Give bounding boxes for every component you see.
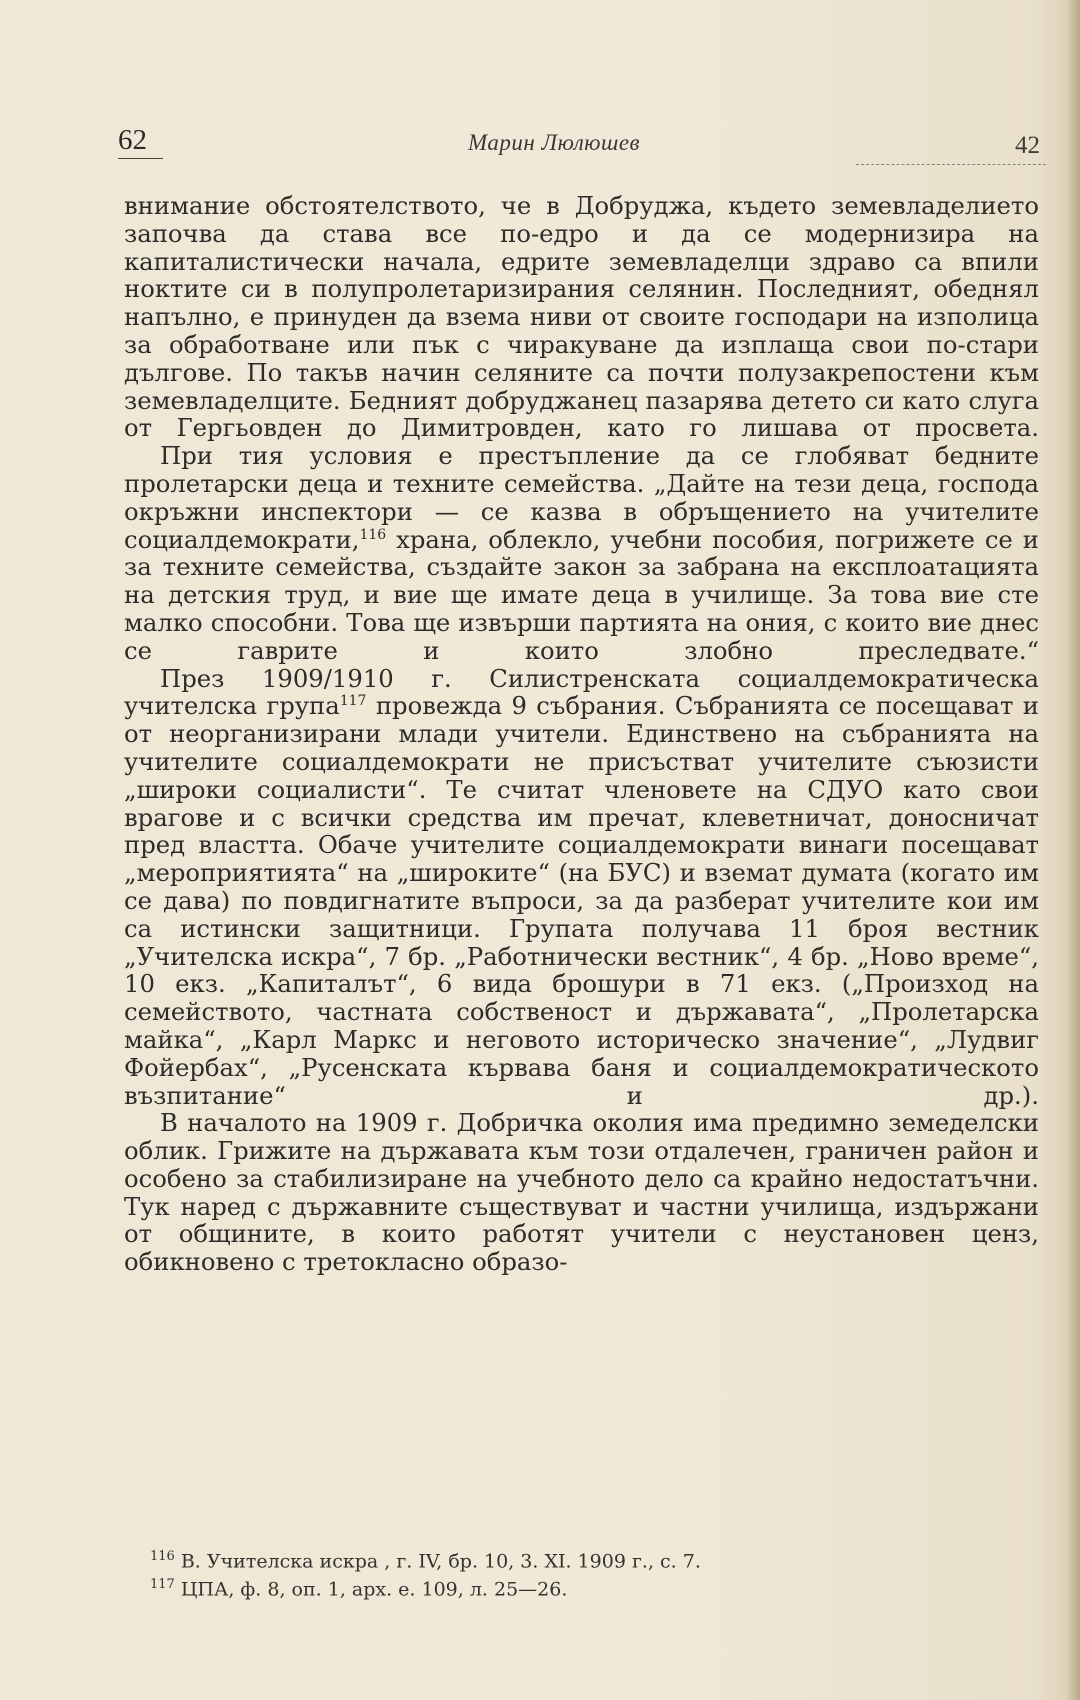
paragraph-2 — [124, 442, 1039, 664]
paragraph-3-text-b: провежда 9 събрания. Събранията се посещават и от неорганизирани млади учители. Единствено на събранията на учителите социалдемократи не присъстват учителите съюзисти „широки социалисти“. Те считат членовете на СДУО като свои врагове и с всички средства им пречат, клеветничат, доносничат пред властта. Обаче учителите социалдемократи винаги посещават „мероприятията“ на „широките“ (на БУС) и вземат думата (когато им се дава) по повдигнатите въпроси, за да разберат учителите кои им са истински защитници. Групата получава 11 броя вестник „Учителска искра“, 7 бр. „Работнически вестник“, 4 бр. „Ново време“, 10 екз. „Капиталът“, 6 вида брошури в 71 екз. („Произход на семейството, частната собственост и държавата“, „Пролетарска майка“, „Карл Маркс и неговото историческо значение“, „Лудвиг Фойербах“, „Русенската кървава баня и социалдемократическото възпитание“ и др.). — [124, 691, 1040, 1110]
page-number-left: 62 — [118, 124, 147, 156]
footnote-number: 116 — [150, 1549, 175, 1564]
footnote-ref-117[interactable]: 117 — [339, 693, 367, 710]
page-edge-shadow — [1066, 0, 1080, 1700]
body-text — [124, 192, 1039, 1276]
footnote-text: ЦПА, ф. 8, оп. 1, арх. е. 109, л. 25—26. — [180, 1578, 568, 1601]
paragraph-2-text-a: При тия условия е престъпление да се глобяват бедните пролетарски деца и техните семейства. „Дайте на тези деца, господа окръжни инспектори — се казва в обръщението на учителите социалдемократи, — [124, 441, 1039, 554]
page-number-right: 42 — [1015, 132, 1040, 159]
paragraph-3-text-a: През 1909/1910 г. Силистренската социалдемократическа учителска група — [124, 663, 1039, 721]
footnote-ref-116[interactable]: 116 — [359, 526, 387, 543]
footnote-number: 117 — [150, 1577, 175, 1593]
paragraph-3 — [124, 665, 1039, 1110]
footnote-text: В. Учителска искра , г. IV, бр. 10, 3. XI. 1909 г., с. 7. — [180, 1550, 701, 1573]
running-title: Марин Люлюшев — [468, 130, 641, 155]
header-underline — [118, 158, 163, 159]
footnote-116 — [150, 1545, 950, 1573]
page-header — [118, 118, 1040, 168]
footnotes — [150, 1545, 950, 1602]
paragraph-4: В началото на 1909 г. Добричка околия има предимно земеделски облик. Грижите на държавата към този отдалечен, граничен район и особено за стабилизиране на учебното дело са крайно недостатъчни. Тук наред с държавните съществуват и частни училища, издържани от общините, в които работят учители с неустановен ценз, обикновено с третокласно образо- — [124, 1108, 1039, 1277]
paragraph-2-text-b: храна, облекло, учебни пособия, погрижете се и за техните семейства, създайте закон за забрана на експлоатацията на детския труд, и вие ще имате деца в училище. За това вие сте малко способни. Това ще извърши партията на ония, с които вие днес се гаврите и които злобно преследвате.“ — [124, 524, 1039, 665]
paragraph-1: внимание обстоятелството, че в Добруджа, където земевладелието започва да става все по-едро и да се модернизира на капиталистически начала, едрите земевладелци здраво са впили ноктите си в полупролетаризирания селянин. Последният, обеднял напълно, е принуден да взема ниви от своите господари на изполица за обработване или пък с чиракуване да изплаща свои по-стари дългове. По такъв начин селяните са почти полузакрепостени към земевладелците. Бедният добруджанец пазарява детето си като слуга от Гергьовден до Димитровден, като го лишава от просвета. — [124, 191, 1039, 443]
header-rule-right — [856, 164, 1046, 165]
footnote-117 — [150, 1573, 950, 1601]
